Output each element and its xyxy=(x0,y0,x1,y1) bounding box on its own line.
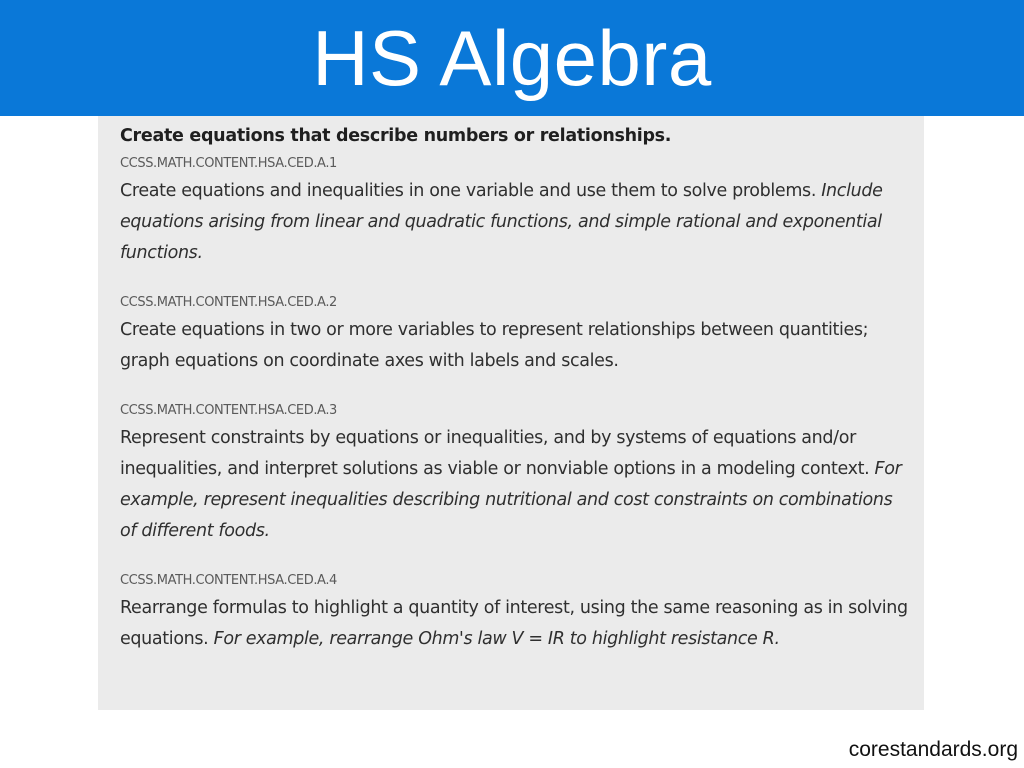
slide-title: HS Algebra xyxy=(312,14,712,102)
standard-item xyxy=(120,573,910,655)
standard-item xyxy=(120,295,910,377)
standard-code: CCSS.MATH.CONTENT.HSA.CED.A.1 xyxy=(120,156,337,171)
standard-description xyxy=(120,176,910,269)
source-credit: corestandards.org xyxy=(848,738,1018,761)
standard-description xyxy=(120,423,910,547)
standard-code: CCSS.MATH.CONTENT.HSA.CED.A.3 xyxy=(120,403,337,418)
standards-screenshot xyxy=(98,116,924,710)
standard-description xyxy=(120,593,910,655)
section-heading: Create equations that describe numbers or relationships. xyxy=(120,126,672,146)
standard-code: CCSS.MATH.CONTENT.HSA.CED.A.2 xyxy=(120,295,337,310)
title-bar xyxy=(0,0,1024,116)
standards-content xyxy=(120,126,910,681)
standard-item xyxy=(120,403,910,547)
standard-description xyxy=(120,315,910,377)
standard-text: Rearrange formulas to highlight a quantity of interest, using the same reasoning as in solving equations. xyxy=(120,598,908,649)
standard-example: For example, represent inequalities describing nutritional and cost constraints on combinations of different foods. xyxy=(120,459,902,541)
standard-item xyxy=(120,156,910,269)
standard-text: Create equations and inequalities in one variable and use them to solve problems. xyxy=(120,181,817,201)
standard-example: For example, rearrange Ohm's law V = IR to highlight resistance R. xyxy=(213,629,780,649)
standard-example: Include equations arising from linear and quadratic functions, and simple rational and exponential functions. xyxy=(120,181,883,263)
standard-code: CCSS.MATH.CONTENT.HSA.CED.A.4 xyxy=(120,573,337,588)
standard-text: Create equations in two or more variables to represent relationships between quantities; graph equations on coordinate axes with labels and scales. xyxy=(120,320,869,371)
standard-text: Represent constraints by equations or inequalities, and by systems of equations and/or inequalities, and interpret solutions as viable or nonviable options in a modeling context. xyxy=(120,428,870,479)
